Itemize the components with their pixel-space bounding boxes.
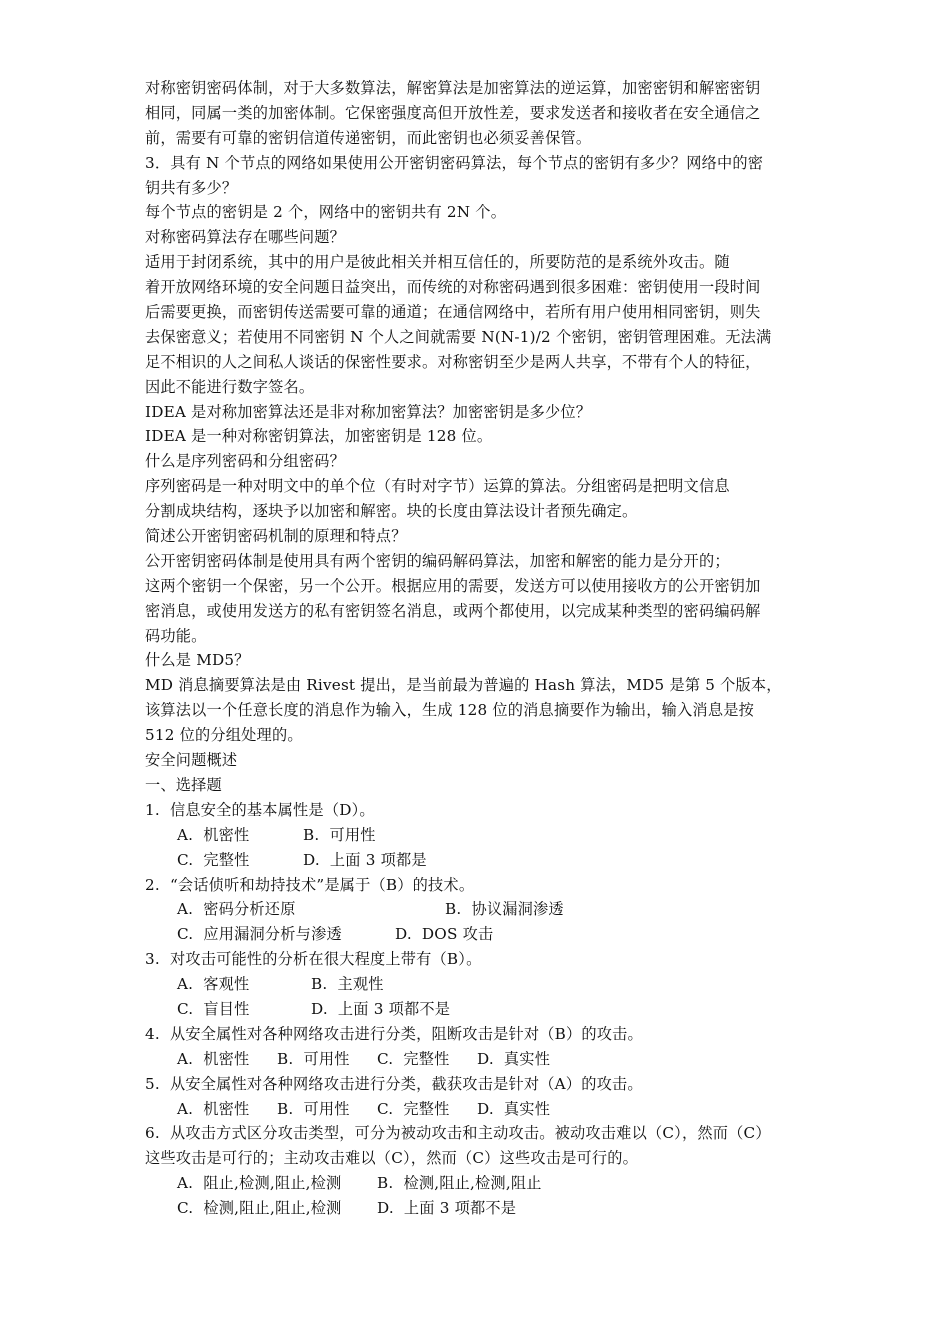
option: C. 检测,阻止,阻止,检测	[177, 1199, 342, 1218]
option-row	[145, 1047, 810, 1072]
document-page	[145, 76, 810, 1221]
answer-text: 分割成块结构，逐块予以加密和解密。块的长度由算法设计者预先确定。	[145, 502, 638, 521]
text-line: 对称密钥密码体制，对于大多数算法，解密算法是加密算法的逆运算，加密密钥和解密密钥	[145, 79, 761, 97]
question-stem: 3. 对攻击可能性的分析在很大程度上带有（B）。	[145, 950, 482, 969]
question-text: 简述公开密钥密码机制的原理和特点？	[145, 527, 407, 546]
question-text: 什么是序列密码和分组密码？	[145, 452, 346, 471]
answer-text: 着开放网络环境的安全问题日益突出，而传统的对称密码遇到很多困难：密钥使用一段时间	[145, 278, 761, 297]
option-row	[145, 897, 810, 922]
answer-text: 码功能。	[145, 626, 207, 645]
option-row	[145, 922, 810, 947]
answer-text: 后需要更换，而密钥传送需要可靠的通道；在通信网络中，若所有用户使用相同密钥，则失	[145, 303, 761, 322]
multiple-choice-list	[145, 798, 810, 1221]
option: A. 机密性	[177, 825, 250, 844]
option-row	[145, 1097, 810, 1122]
option: A. 客观性	[177, 975, 250, 994]
question-item	[145, 1022, 810, 1072]
option: B. 检测,阻止,检测,阻止	[377, 1174, 542, 1193]
option: C. 盲目性	[177, 999, 250, 1018]
answer-text: 适用于封闭系统，其中的用户是彼此相关并相互信任的，所要防范的是系统外攻击。随	[145, 253, 730, 272]
question-item	[145, 798, 810, 873]
option-row	[145, 823, 810, 848]
answer-text: 每个节点的密钥是 2 个，网络中的密钥共有 2N 个。	[145, 203, 507, 222]
option: D. 上面 3 项都不是	[311, 999, 451, 1018]
option: D. 上面 3 项都不是	[377, 1199, 517, 1218]
answer-text: 因此不能进行数字签名。	[145, 377, 315, 396]
option: C. 应用漏洞分析与渗透	[177, 925, 342, 944]
option-row	[145, 1171, 810, 1196]
option: D. 真实性	[477, 1099, 551, 1118]
option: B. 可用性	[277, 1099, 350, 1118]
option: D. 上面 3 项都是	[303, 850, 427, 869]
question-stem: 6. 从攻击方式区分攻击类型，可分为被动攻击和主动攻击。被动攻击难以（C），然而（C）	[145, 1124, 771, 1143]
answer-text: 足不相识的人之间私人谈话的保密性要求。对称密钥至少是两人共享，不带有个人的特征，	[145, 352, 761, 371]
option: A. 机密性	[177, 1049, 250, 1068]
option: B. 可用性	[303, 825, 376, 844]
option: A. 阻止,检测,阻止,检测	[177, 1174, 342, 1193]
answer-text: IDEA 是一种对称密钥算法，加密密钥是 128 位。	[145, 427, 493, 446]
option: D. DOS 攻击	[395, 925, 494, 944]
option-row	[145, 997, 810, 1022]
answer-text: 公开密钥密码体制是使用具有两个密钥的编码解码算法，加密和解密的能力是分开的；	[145, 551, 730, 570]
answer-text: 该算法以一个任意长度的消息作为输入，生成 128 位的消息摘要作为输出，输入消息是按	[145, 701, 754, 720]
subsection-heading: 一、选择题	[145, 775, 222, 794]
section-heading: 安全问题概述	[145, 751, 238, 770]
question-item	[145, 1072, 810, 1122]
question-stem: 这些攻击是可行的；主动攻击难以（C），然而（C）这些攻击是可行的。	[145, 1149, 639, 1168]
question-text: 3．具有 N 个节点的网络如果使用公开密钥密码算法，每个节点的密钥有多少？网络中的密	[145, 153, 764, 172]
question-item	[145, 873, 810, 948]
option: C. 完整性	[377, 1049, 450, 1068]
option-row	[145, 1196, 810, 1221]
option-row	[145, 972, 810, 997]
answer-text: 512 位的分组处理的。	[145, 726, 303, 745]
question-stem: 2. “会话侦听和劫持技术”是属于（B）的技术。	[145, 875, 475, 894]
answer-text: MD 消息摘要算法是由 Rivest 提出，是当前最为普遍的 Hash 算法，MD5 是第 5 个版本，	[145, 676, 782, 695]
question-text: 对称密码算法存在哪些问题？	[145, 228, 346, 247]
question-stem: 5. 从安全属性对各种网络攻击进行分类，截获攻击是针对（A）的攻击。	[145, 1074, 643, 1093]
option: C. 完整性	[177, 850, 250, 869]
answer-text: 密消息，或使用发送方的私有密钥签名消息，或两个都使用，以完成某种类型的密码编码解	[145, 601, 761, 620]
option: A. 密码分析还原	[177, 900, 296, 919]
text-line: 前，需要有可靠的密钥信道传递密钥，而此密钥也必须妥善保管。	[145, 128, 592, 147]
question-stem: 4. 从安全属性对各种网络攻击进行分类，阻断攻击是针对（B）的攻击。	[145, 1024, 643, 1043]
question-item	[145, 947, 810, 1022]
text-line: 相同，同属一类的加密体制。它保密强度高但开放性差，要求发送者和接收者在安全通信之	[145, 103, 761, 122]
option: D. 真实性	[477, 1049, 551, 1068]
option: C. 完整性	[377, 1099, 450, 1118]
question-text: IDEA 是对称加密算法还是非对称加密算法？加密密钥是多少位？	[145, 402, 592, 421]
answer-text: 这两个密钥一个保密，另一个公开。根据应用的需要，发送方可以使用接收方的公开密钥加	[145, 576, 761, 595]
question-stem: 1. 信息安全的基本属性是（D）。	[145, 800, 375, 819]
question-item	[145, 1121, 810, 1221]
answer-text: 去保密意义；若使用不同密钥 N 个人之间就需要 N(N-1)/2 个密钥，密钥管理困难。无法满	[145, 327, 772, 346]
question-text: 什么是 MD5？	[145, 651, 250, 670]
option-row	[145, 848, 810, 873]
answer-text: 序列密码是一种对明文中的单个位（有时对字节）运算的算法。分组密码是把明文信息	[145, 477, 730, 496]
option: A. 机密性	[177, 1099, 250, 1118]
question-text: 钥共有多少？	[145, 178, 238, 197]
option: B. 协议漏洞渗透	[445, 900, 564, 919]
option: B. 可用性	[277, 1049, 350, 1068]
text-body	[145, 76, 810, 798]
option: B. 主观性	[311, 975, 384, 994]
